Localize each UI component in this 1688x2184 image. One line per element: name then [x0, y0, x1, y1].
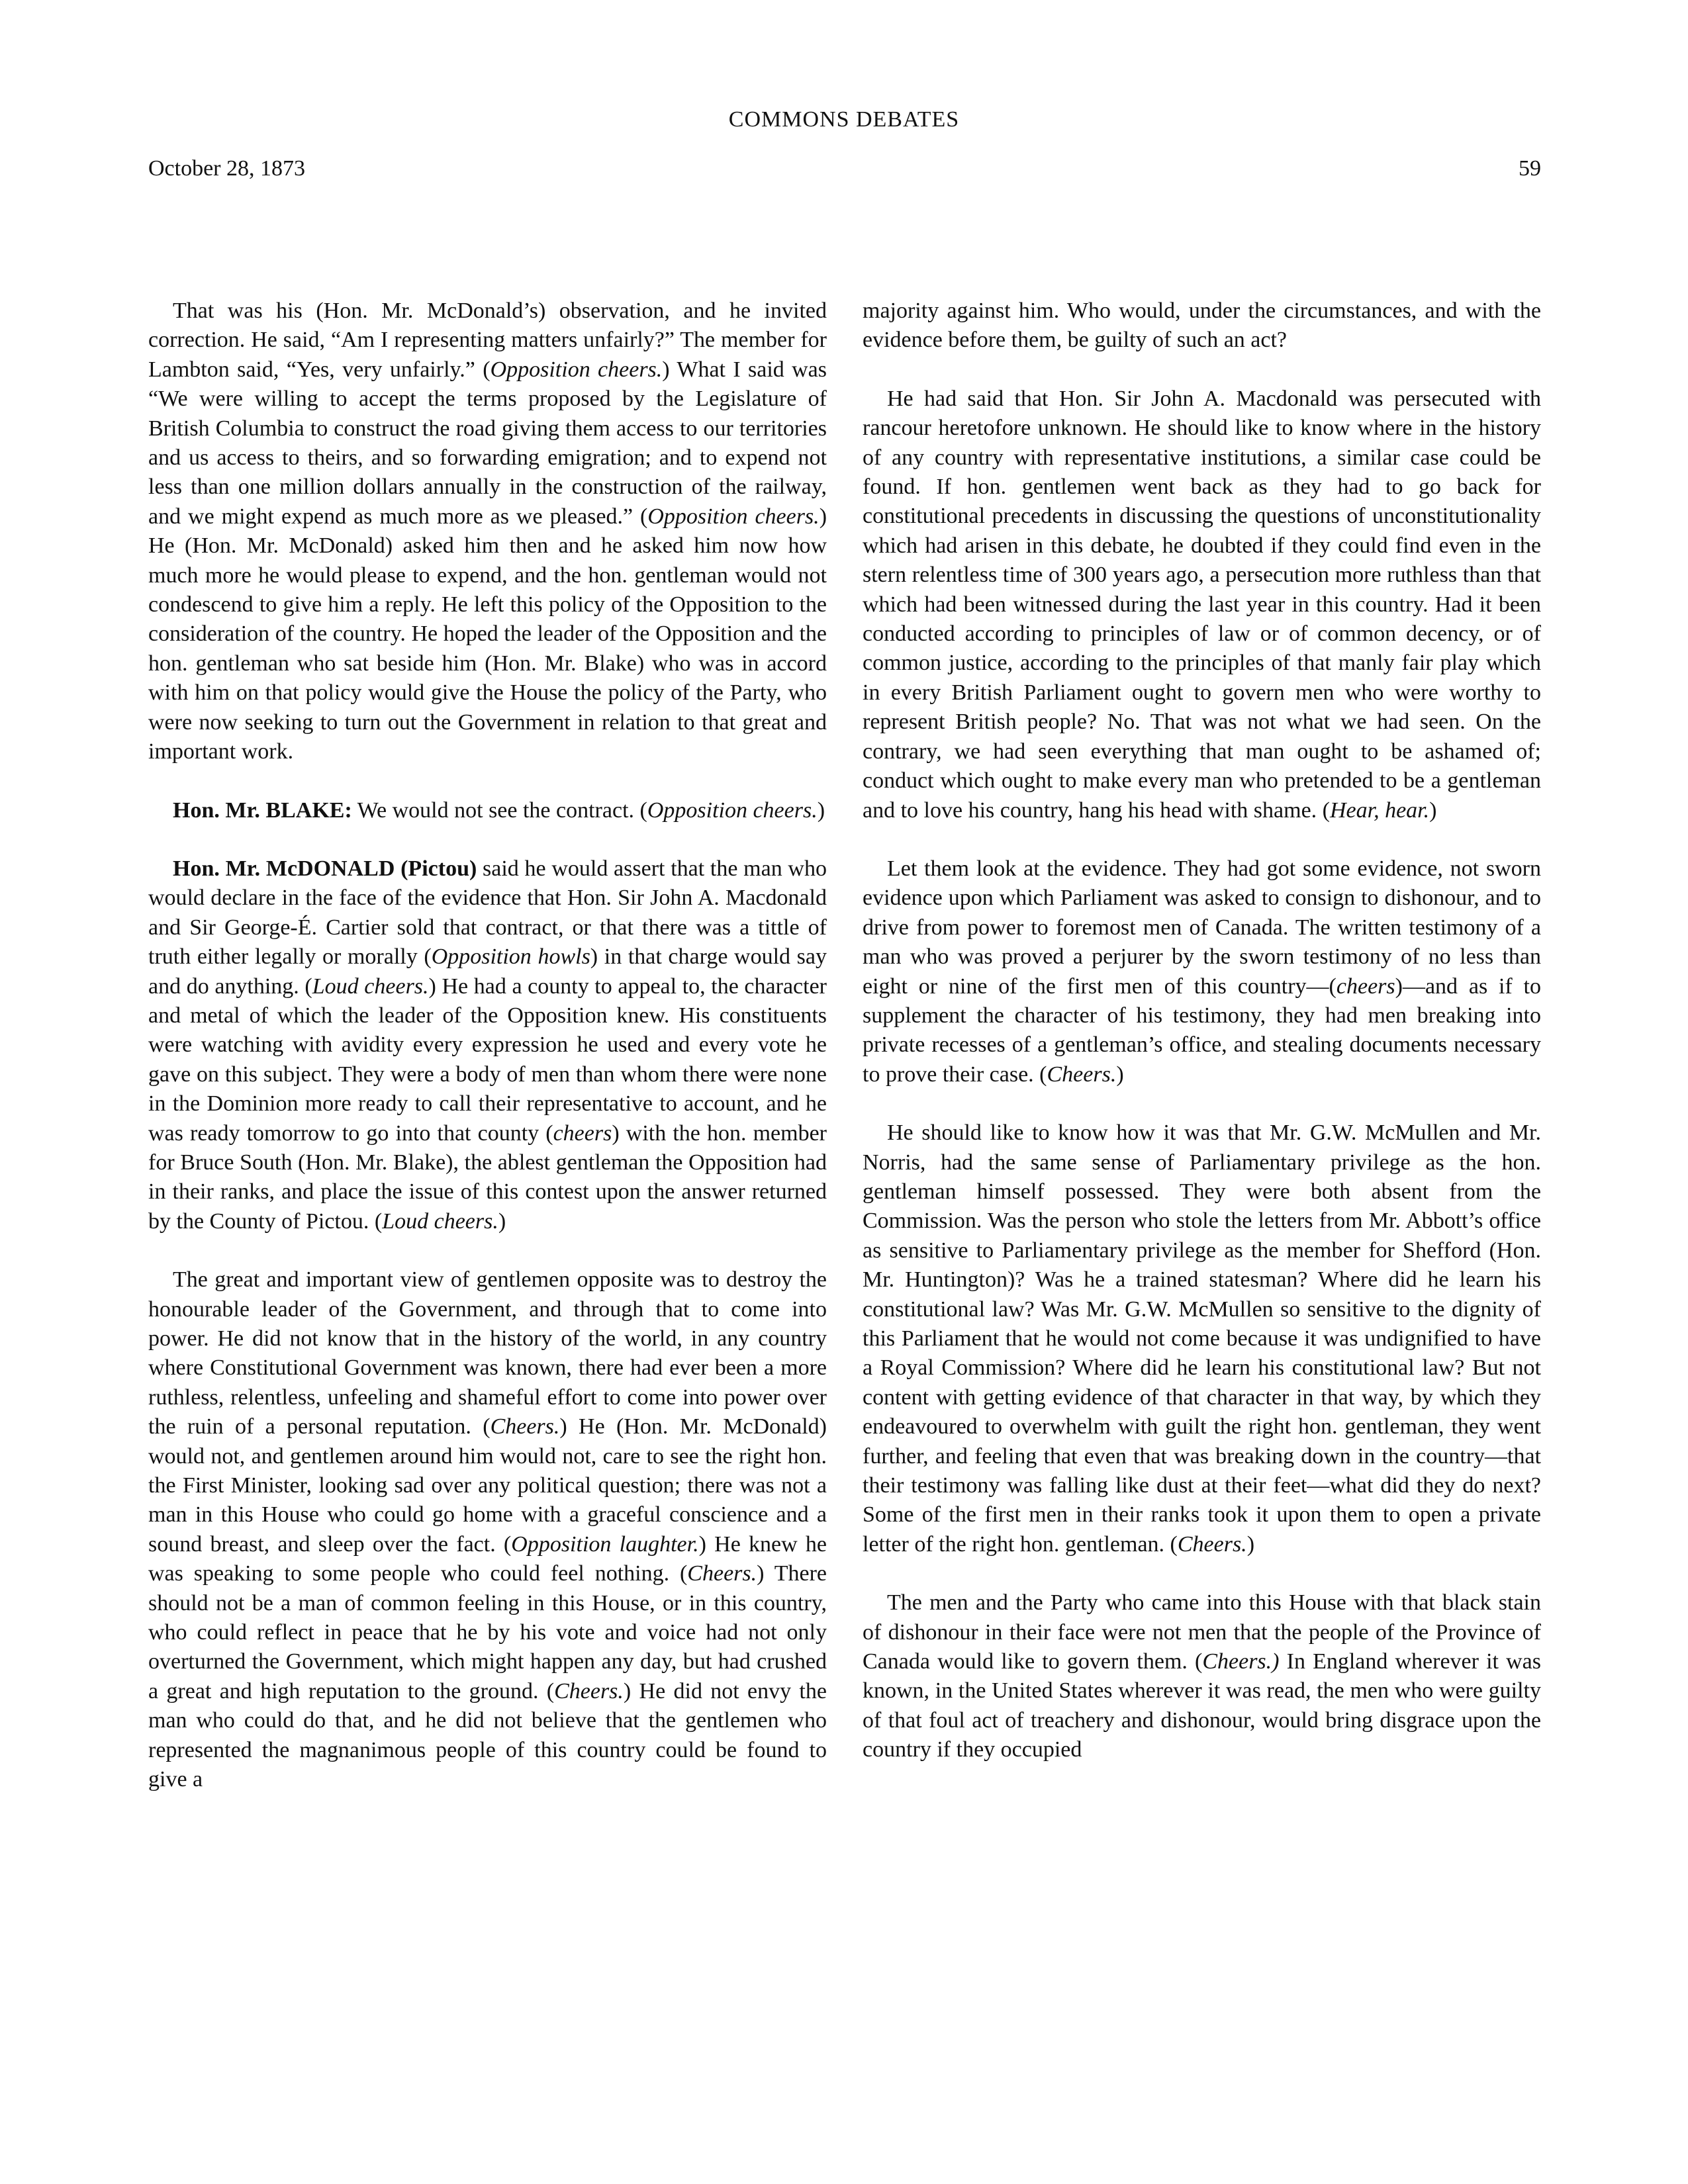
- page-number: 59: [1519, 156, 1541, 181]
- paragraph: Let them look at the evidence. They had got some evidence, not sworn evidence upon which Parliament was asked to consign to dishonour, and to drive from power to foremost men of Canada. The written testimony of a man who was proved a perjurer by the sworn testimony of no less than eight or nine of the first men of this country—(cheers)—and as if to supplement the character of his testimony, they had men breaking into private recesses of a gentleman’s office, and stealing documents necessary to prove their case. (Cheers.): [863, 856, 1542, 1087]
- paragraph: majority against him. Who would, under the circumstances, and with the evidence before them, be guilty of such an act?: [863, 298, 1541, 353]
- page-date: October 28, 1873: [148, 156, 306, 181]
- right-column: [863, 296, 1541, 1765]
- paragraph: The men and the Party who came into this House with that black stain of dishonour in their face were not men that the people of the Province of Canada would like to govern them. (Cheers.) In England wherever it was known, in the United States wherever it was read, the men who were guilty of that foul act of treachery and dishonour, would bring disgrace upon the country if they occupied: [863, 1590, 1541, 1762]
- paragraph: He should like to know how it was that Mr. G.W. McMullen and Mr. Norris, had the same sense of Parliamentary privilege as the hon. gentleman himself possessed. They were both absent from the Commission. Was the person who stole the letters from Mr. Abbott’s office as sensitive to Parliamentary privilege as the member for Shefford (Hon. Mr. Huntington)? Was he a trained statesman? Where did he learn his constitutional law? Was Mr. G.W. McMullen so sensitive to the dignity of this Parliament that he would not come because it was undignified to have a Royal Commission? Where did he learn his constitutional law? But not content with getting evidence of that character in that way, by which they endeavoured to overwhelm with guilt the right hon. gentleman, they went further, and feeling that even that was breaking down in the country—that their testimony was falling like dust at their feet—what did they do next? Some of the first men in their ranks took it upon them to open a private letter of the right hon. gentleman. (Cheers.): [863, 1120, 1541, 1557]
- paragraph: He had said that Hon. Sir John A. Macdonald was persecuted with rancour heretofore unknown. He should like to know where in the history of any country with representative institutions, a similar case could be found. If hon. gentlemen went back as they had to go back for constitutional precedents in discussing the questions of unconstitutionality which had arisen in this debate, he doubted if they could find even in the stern relentless time of 300 years ago, a persecution more ruthless than that which had been witnessed during the last year in this country. Had it been conducted according to principles of law or of common decency, or of common justice, according to the principles of that manly fair play which in every British Parliament ought to govern men who were worthy to represent British people? No. That was not what we had seen. On the contrary, we had seen everything that man ought to be ashamed of; conduct which ought to make every man who pretended to be a gentleman and to love his country, hang his head with shame. (Hear, hear.): [863, 386, 1541, 823]
- running-header-title: COMMONS DEBATES: [728, 107, 960, 132]
- speaker-name: Hon. Mr. BLAKE:: [173, 797, 352, 823]
- paragraph: That was his (Hon. Mr. McDonald’s) observation, and he invited correction. He said, “Am I representing matters unfairly?” The member for Lambton said, “Yes, very unfairly.” (Opposition cheers.) What I said was “We were willing to accept the terms proposed by the Legislature of British Columbia to construct the road giving them access to our territories and us access to theirs, and so forwarding emigration; and to expend not less than one million dollars annually in the construction of the railway, and we might expend as much more as we pleased.” (Opposition cheers.) He (Hon. Mr. McDonald) asked him then and he asked him now how much more he would please to expend, and the hon. gentleman would not condescend to give him a reply. He left this policy of the Opposition to the consideration of the country. He hoped the leader of the Opposition and the hon. gentleman who sat beside him (Hon. Mr. Blake) who was in accord with him on that policy would give the House the policy of the Party, who were now seeking to turn out the Government in relation to that great and important work.: [148, 298, 827, 764]
- paragraph: Hon. Mr. BLAKE: We would not see the contract. (Opposition cheers.): [173, 797, 825, 823]
- paragraph: Hon. Mr. McDONALD (Pictou) said he would assert that the man who would declare in the face of the evidence that Hon. Sir John A. Macdonald and Sir George-É. Cartier sold that contract, or that there was a tittle of truth either legally or morally (Opposition howls) in that charge would say and do anything. (Loud cheers.) He had a county to appeal to, the character and metal of which the leader of the Opposition knew. His constituents were watching with avidity every expression he used and every vote he gave on this subject. They were a body of men than whom there were none in the Dominion more ready to call their representative to account, and he was ready tomorrow to go into that county (cheers) with the hon. member for Bruce South (Hon. Mr. Blake), the ablest gentleman the Opposition had in their ranks, and place the issue of this contest upon the answer returned by the County of Pictou. (Loud cheers.): [148, 856, 827, 1234]
- paragraph: The great and important view of gentlemen opposite was to destroy the honourable leader of the Government, and through that to come into power. He did not know that in the history of the world, in any country where Constitutional Government was known, there had ever been a more ruthless, relentless, unfeeling and shameful effort to come into power over the ruin of a personal reputation. (Cheers.) He (Hon. Mr. McDonald) would not, and gentlemen around him would not, care to see the right hon. the First Minister, looking sad over any political question; there was not a man in this House who could go home with a graceful conscience and a sound breast, and sleep over the fact. (Opposition laughter.) He knew he was speaking to some people who could feel nothing. (Cheers.) There should not be a man of common feeling in this House, or in this country, who could reflect in peace that he by his vote and voice had not only overturned the Government, which might happen any day, but had crushed a great and high reputation to the ground. (Cheers.) He did not envy the man who could do that, and he did not believe that the gentlemen who represented the magnanimous people of this country could be found to give a: [148, 1267, 827, 1792]
- speaker-name: Hon. Mr. McDONALD (Pictou): [173, 856, 477, 881]
- left-column: [148, 296, 827, 1795]
